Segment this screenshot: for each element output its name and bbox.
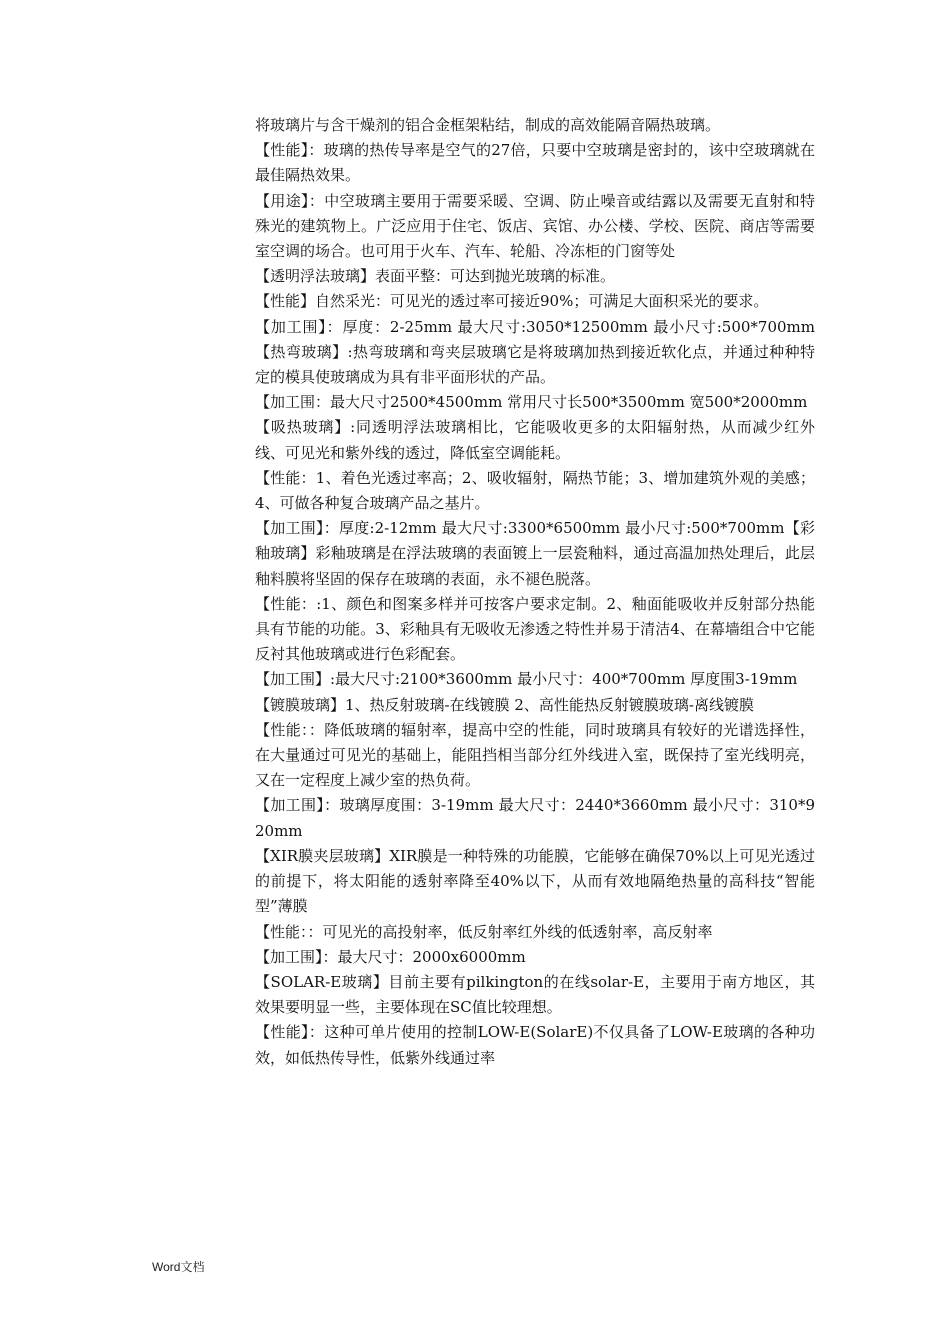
paragraph: 【性能】：玻璃的热传导率是空气的27倍，只要中空玻璃是密封的，该中空玻璃就在最佳隔热效果。 [255, 141, 815, 185]
paragraph: 【镀膜玻璃】1、热反射玻璃-在线镀膜 2、高性能热反射镀膜玻璃-离线镀膜 [255, 695, 754, 714]
document-body [255, 113, 815, 1071]
paragraph: 【性能：：降低玻璃的辐射率，提高中空的性能，同时玻璃具有较好的光谱选择性，在大量通过可见光的基础上，能阻挡相当部分红外线进入室，既保持了室光线明亮，又在一定程度上减少室的热负荷。 [255, 720, 815, 790]
paragraph: 【加工围】：厚度:2-12mm 最大尺寸:3300*6500mm 最小尺寸:500*700mm【彩釉玻璃】彩釉玻璃是在浮法玻璃的表面镀上一层瓷釉料，通过高温加热处理后，此层釉料膜将坚固的保存在玻璃的表面，永不褪色脱落。 [255, 519, 815, 588]
paragraph: 【用途】：中空玻璃主要用于需要采暖、空调、防止噪音或结露以及需要无直射和特殊光的建筑物上。广泛应用于住宅、饭店、宾馆、办公楼、学校、医院、商店等需要室空调的场合。也可用于火车、汽车、轮船、冷冻柜的门窗等处 [255, 191, 815, 261]
paragraph: 【SOLAR-E玻璃】目前主要有pilkington的在线solar-E，主要用于南方地区，其效果要明显一些，主要体现在SC值比较理想。 [255, 972, 815, 1017]
paragraph: 【性能】自然采光：可见光的透过率可接近90%；可满足大面积采光的要求。 [255, 292, 769, 311]
paragraph: 【加工围：最大尺寸2500*4500mm 常用尺寸长500*3500mm 宽500*2000mm [255, 393, 808, 412]
paragraph: 【性能】：这种可单片使用的控制LOW-E(SolarE)不仅具备了LOW-E玻璃的各种功效，如低热传导性，低紫外线通过率 [255, 1023, 815, 1067]
paragraph: 【性能：：可见光的高投射率，低反射率红外线的低透射率，高反射率 [255, 922, 713, 941]
paragraph: 【加工围】：最大尺寸：2000x6000mm [255, 947, 526, 966]
paragraph: 【吸热玻璃】:同透明浮法玻璃相比，它能吸收更多的太阳辐射热，从而减少红外线、可见光和紫外线的透过，降低室空调能耗。 [255, 418, 815, 462]
paragraph: 将玻璃片与含干燥剂的铝合金框架粘结，制成的高效能隔音隔热玻璃。 [255, 116, 721, 134]
footer-label: Word文档 [152, 1260, 205, 1274]
paragraph: 【加工围】：厚度：2-25mm 最大尺寸:3050*12500mm 最小尺寸:500*700mm【热弯玻璃】:热弯玻璃和弯夹层玻璃它是将玻璃加热到接近软化点，并通过种种特定的模具使玻璃成为具有非平面形状的产品。 [255, 317, 815, 387]
paragraph: 【加工围】:最大尺寸:2100*3600mm 最小尺寸：400*700mm 厚度围3-19mm [255, 670, 798, 689]
paragraph: 【XIR膜夹层玻璃】XIR膜是一种特殊的功能膜，它能够在确保70%以上可见光透过的前提下，将太阳能的透射率降至40%以下，从而有效地隔绝热量的高科技“智能型”薄膜 [255, 846, 815, 916]
paragraph: 【性能：1、着色光透过率高；2、吸收辐射，隔热节能；3、增加建筑外观的美感；4、可做各种复合玻璃产品之基片。 [255, 468, 815, 513]
paragraph: 【性能：:1、颜色和图案多样并可按客户要求定制。2、釉面能吸收并反射部分热能具有节能的功能。3、彩釉具有无吸收无渗透之特性并易于清洁4、在幕墙组合中它能反衬其他玻璃或进行色彩配套。 [255, 594, 815, 664]
paragraph: 【加工围】：玻璃厚度围：3-19mm 最大尺寸：2440*3660mm 最小尺寸：310*920mm [255, 796, 815, 840]
paragraph: 【透明浮法玻璃】表面平整：可达到抛光玻璃的标准。 [255, 267, 616, 286]
